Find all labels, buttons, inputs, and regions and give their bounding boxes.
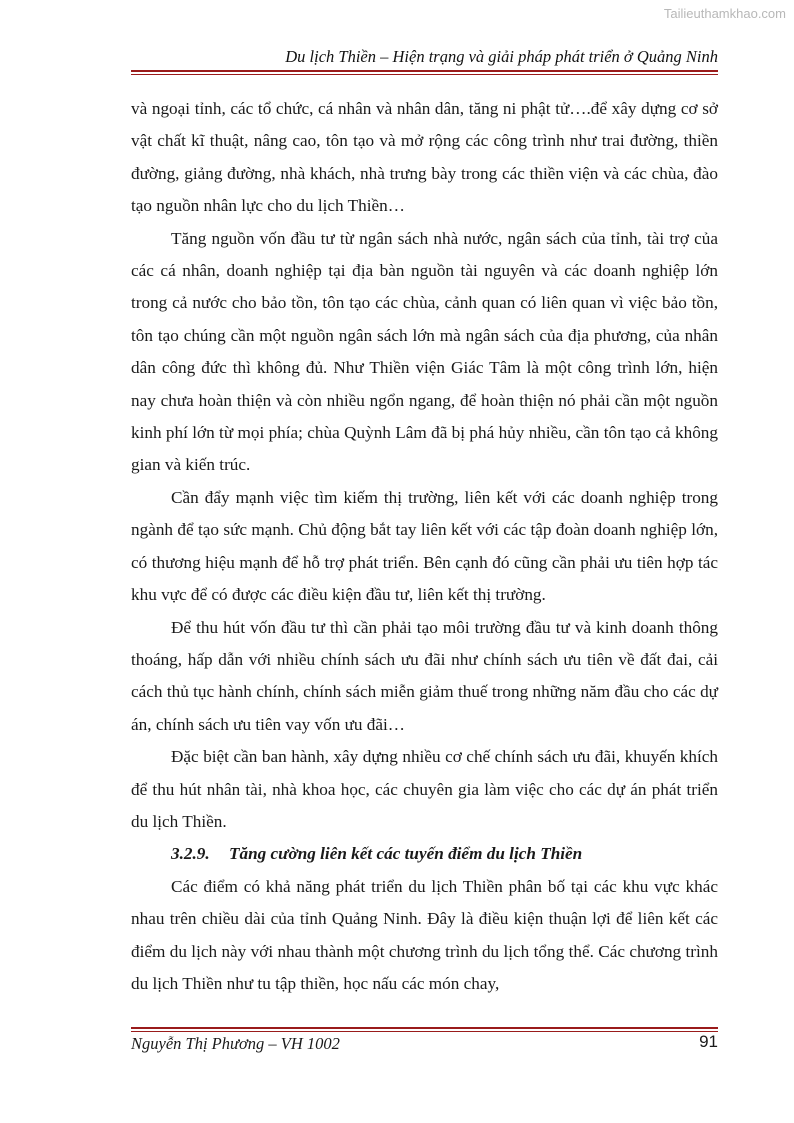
paragraph-continued: và ngoại tỉnh, các tổ chức, cá nhân và nhân dân, tăng ni phật tử….để xây dựng cơ sở vật chất kĩ thuật, nâng cao, tôn tạo và mở rộng các công trình như trai đường, thiền đường, giảng đường, nhà khách, nhà trưng bày trong các thiền viện và các chùa, đào tạo nguồn nhân lực cho du lịch Thiền… — [131, 99, 718, 216]
running-header: Du lịch Thiền – Hiện trạng và giải pháp phát triển ở Quảng Ninh — [285, 47, 718, 66]
paragraph: Cần đẩy mạnh việc tìm kiếm thị trường, liên kết với các doanh nghiệp trong ngành để tạo sức mạnh. Chủ động bắt tay liên kết với các tập đoàn doanh nghiệp lớn, có thương hiệu mạnh để hỗ trợ phát triển. Bên cạnh đó cũng cần phải ưu tiên hợp tác khu vực để có được các điều kiện đầu tư, liên kết thị trường. — [131, 487, 718, 605]
paragraph: Để thu hút vốn đầu tư thì cần phải tạo môi trường đầu tư và kinh doanh thông thoáng, hấp dẫn với nhiều chính sách ưu đãi như chính sách ưu tiên về đất đai, cải cách thủ tục hành chính, chính sách miễn giảm thuế trong những năm đầu cho các dự án, chính sách ưu tiên vay vốn ưu đãi… — [131, 617, 718, 734]
header-rule — [131, 70, 718, 75]
footer-rule — [131, 1027, 718, 1032]
paragraph: Các điểm có khả năng phát triển du lịch Thiền phân bố tại các khu vực khác nhau trên chiều dài của tỉnh Quảng Ninh. Đây là điều kiện thuận lợi để liên kết các điểm du lịch này với nhau thành một chương trình du lịch tổng thể. Các chương trình du lịch Thiền như tu tập thiền, học nấu các món chay, — [131, 876, 718, 993]
page-body — [131, 93, 718, 1000]
paragraph: Tăng nguồn vốn đầu tư từ ngân sách nhà nước, ngân sách của tỉnh, tài trợ của các cá nhân, doanh nghiệp tại địa bàn nguồn tài nguyên và các doanh nghiệp lớn trong cả nước cho bảo tồn, tôn tạo các chùa, cảnh quan có liên quan vì việc bảo tồn, tôn tạo chúng cần một nguồn ngân sách lớn mà ngân sách của địa phương, của nhân dân công đức thì không đủ. Như Thiền viện Giác Tâm là một công trình lớn, hiện nay chưa hoàn thiện và còn nhiều ngổn ngang, để hoàn thiện nó phải cần một nguồn kinh phí lớn từ mọi phía; chùa Quỳnh Lâm đã bị phá hủy nhiều, cần tôn tạo cả không gian và kiến trúc. — [131, 228, 718, 475]
paragraph: Đặc biệt cần ban hành, xây dựng nhiều cơ chế chính sách ưu đãi, khuyến khích để thu hút nhân tài, nhà khoa học, các chuyên gia làm việc cho các dự án phát triển du lịch Thiền. — [131, 747, 718, 831]
page-number: 91 — [699, 1032, 718, 1051]
watermark: Tailieuthamkhao.com — [663, 6, 786, 21]
section-title: Tăng cường liên kết các tuyến điểm du lịch Thiền — [229, 844, 583, 864]
footer-author: Nguyễn Thị Phương – VH 1002 — [131, 1034, 340, 1053]
section-heading — [131, 838, 718, 870]
section-number: 3.2.9. — [171, 844, 210, 864]
